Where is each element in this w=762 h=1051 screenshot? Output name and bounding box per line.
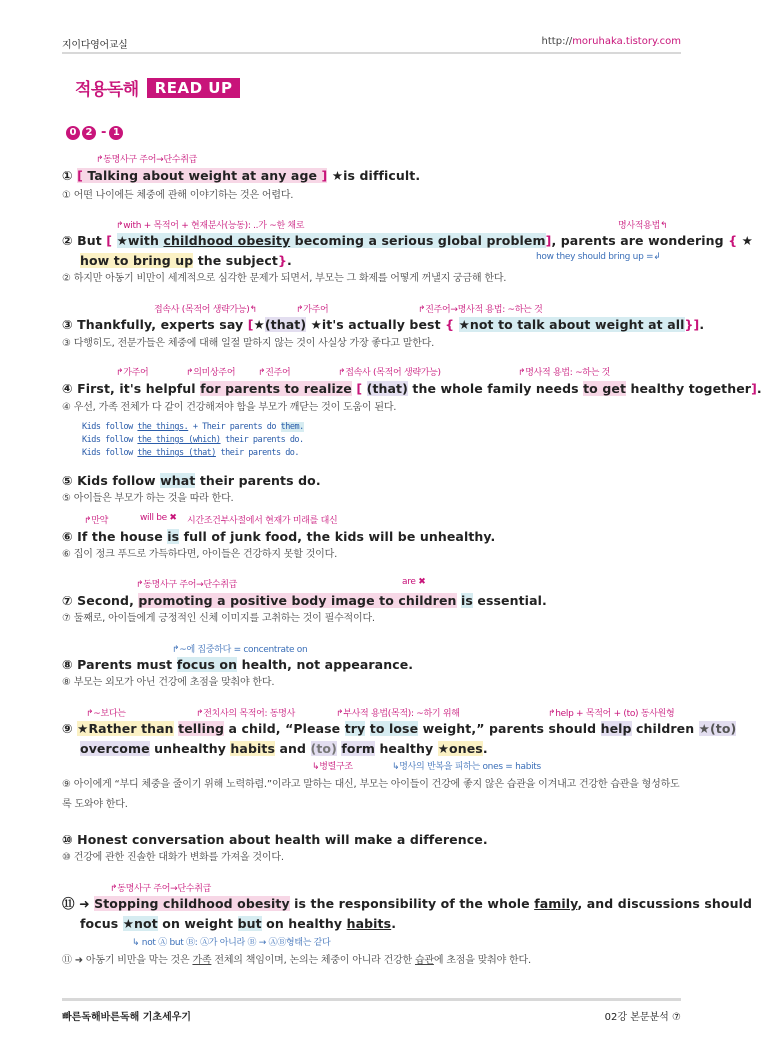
note-s1-gerund-subject: ↱동명사구 주어→단수취급 [96, 155, 197, 165]
translation-4: ④ 우선, 가족 전체가 다 같이 건강해져야 함을 부모가 깨닫는 것이 도움이 된다. [62, 402, 397, 413]
translation-9: ⑨ 아이에게 “부디 체중을 줄이기 위해 노력하렴.”이라고 말하는 대신, 부모는 아이들이 건강에 좋지 않은 습관을 이겨내고 건강한 습관을 형성하도록 도와야 한다. [62, 779, 680, 810]
translation-7: ⑦ 둘째로, 아이들에게 긍정적인 신체 이미지를 고취하는 것이 필수적이다. [62, 613, 375, 624]
note-s3-conjunction: 접속사 (목적어 생략가능)↰ [154, 305, 257, 315]
passage-reference [66, 125, 125, 140]
sentence-9-line-1: ⑨ ★Rather than telling a child, “Please try to lose weight,” parents should help children ★(to) [62, 721, 737, 736]
ref-digit-2: 2 [82, 126, 96, 140]
note-s11-not-but: ↳ not Ⓐ but Ⓑ: Ⓐ가 아니라 Ⓑ → ⒶⒷ형태는 같다 [132, 938, 331, 948]
note-s4-real-subject: ↱진주어 [258, 368, 291, 378]
sentence-6: ⑥ If the house is full of junk food, the kids will be unhealthy. [62, 529, 496, 544]
note-s7-are-wrong: are ✖ [402, 577, 426, 587]
note-s11-gerund-subject: ↱동명사구 주어→단수취급 [110, 884, 211, 894]
note-s3-dummy-subject: ↱가주어 [296, 305, 329, 315]
translation-8: ⑧ 부모는 외모가 아닌 건강에 초점을 맞춰야 한다. [62, 677, 275, 688]
note-s2-noun-usage: 명사적용법↰ [618, 221, 668, 231]
note-s3-real-subject: ↱진주어→명사적 용법: ~하는 것 [418, 305, 543, 315]
translation-5: ⑤ 아이들은 부모가 하는 것을 따라 한다. [62, 493, 234, 504]
translation-1: ① 어떤 나이에든 체중에 관해 이야기하는 것은 어렵다. [62, 190, 294, 201]
example-line-1: Kids follow the things. + Their parents do them. [82, 422, 304, 432]
sentence-2-line-2: how to bring up the subject}. [80, 253, 292, 268]
header-divider [62, 52, 681, 54]
note-s8-focus-on: ↱~에 집중하다 = concentrate on [172, 645, 308, 655]
note-s4-sense-subject: ↱의미상주어 [186, 368, 236, 378]
sentence-10: ⑩ Honest conversation about health will make a difference. [62, 832, 488, 847]
example-line-2: Kids follow the things (which) their parents do. [82, 435, 304, 445]
note-s6-will-be-wrong: will be ✖ [140, 513, 177, 523]
sentence-2-line-1: ② But [ ★with childhood obesity becoming a serious global problem], parents are wondering { ★ [62, 233, 753, 248]
sentence-11-line-2: focus ★not on weight but on healthy habits. [80, 916, 397, 931]
header-url[interactable]: http://moruhaka.tistory.com [541, 36, 681, 47]
sentence-9-line-2: overcome unhealthy habits and (to) form healthy ★ones. [80, 741, 488, 756]
ref-digit-3: 1 [109, 126, 123, 140]
footer-page-label: 02강 본문분석 ⑦ [604, 1012, 681, 1023]
note-s9-help-construction: ↱help + 목적어 + (to) 동사원형 [548, 709, 675, 719]
sentence-7: ⑦ Second, promoting a positive body image to children is essential. [62, 593, 547, 608]
ref-separator: - [101, 125, 107, 140]
sentence-3: ③ Thankfully, experts say [★(that) ★it's actually best { ★not to talk about weight at all}]. [62, 317, 705, 332]
translation-11: ⑪ ➜ 아동기 비만을 막는 것은 가족 전체의 책임이며, 논의는 체중이 아니라 건강한 습관에 초점을 맞춰야 한다. [62, 955, 531, 966]
note-s6-tense-rule: 시간조건부사절에서 현재가 미래를 대신 [187, 516, 338, 526]
note-s4-noun-usage: ↱명사적 용법: ~하는 것 [518, 368, 611, 378]
note-s9-purpose: ↱부사적 용법(목적): ~하기 위해 [336, 709, 460, 719]
example-line-3: Kids follow the things (that) their parents do. [82, 448, 300, 458]
sentence-8: ⑧ Parents must focus on health, not appearance. [62, 657, 414, 672]
note-s4-conjunction: ↱접속사 (목적어 생략가능) [338, 368, 441, 378]
sentence-1: ① [ Talking about weight at any age ] ★is difficult. [62, 168, 421, 183]
translation-2: ② 하지만 아동기 비만이 세계적으로 심각한 문제가 되면서, 부모는 그 화제를 어떻게 꺼낼지 궁금해 한다. [62, 273, 507, 284]
note-s2-paraphrase: how they should bring up =↲ [536, 252, 661, 262]
sentence-11-line-1: ⑪ ➜ Stopping childhood obesity is the responsibility of the whole family, and discussions should [62, 896, 753, 911]
sentence-4: ④ First, it's helpful for parents to realize [ (that) the whole family needs to get healthy together]. [62, 381, 762, 396]
translation-10: ⑩ 건강에 관한 진솔한 대화가 변화를 가져올 것이다. [62, 852, 284, 863]
header-title: 지이다영어교실 [62, 40, 128, 51]
translation-3: ③ 다행히도, 전문가들은 체중에 대해 일절 말하지 않는 것이 사실상 가장 좋다고 말한다. [62, 338, 435, 349]
note-s9-parallel: ↳병렬구조 [312, 762, 353, 772]
note-s6-if: ↱만약 [84, 516, 109, 526]
section-title [75, 75, 240, 100]
sentence-5: ⑤ Kids follow what their parents do. [62, 473, 321, 488]
footer-divider [62, 998, 681, 1001]
note-s7-gerund-subject: ↱동명사구 주어→단수취급 [136, 580, 237, 590]
note-s9-rather-than: ↱~보다는 [86, 709, 126, 719]
note-s9-gerund-object: ↱전치사의 목적어: 동명사 [196, 709, 296, 719]
section-title-badge: READ UP [147, 78, 241, 98]
note-s4-dummy-subject: ↱가주어 [116, 368, 149, 378]
footer-book-title: 빠른독해바른독해 기초세우기 [62, 1012, 192, 1023]
note-s2-with-construction: ↱with + 목적어 + 현재분사(능동): ..가 ~한 채로 [116, 221, 305, 231]
translation-6: ⑥ 집이 정크 푸드로 가득하다면, 아이들은 건강하지 못할 것이다. [62, 549, 338, 560]
note-s9-ones: ↳명사의 반복을 피하는 ones = habits [392, 762, 541, 772]
section-title-kr: 적용독해 [75, 80, 139, 100]
ref-digit-1: 0 [66, 126, 80, 140]
